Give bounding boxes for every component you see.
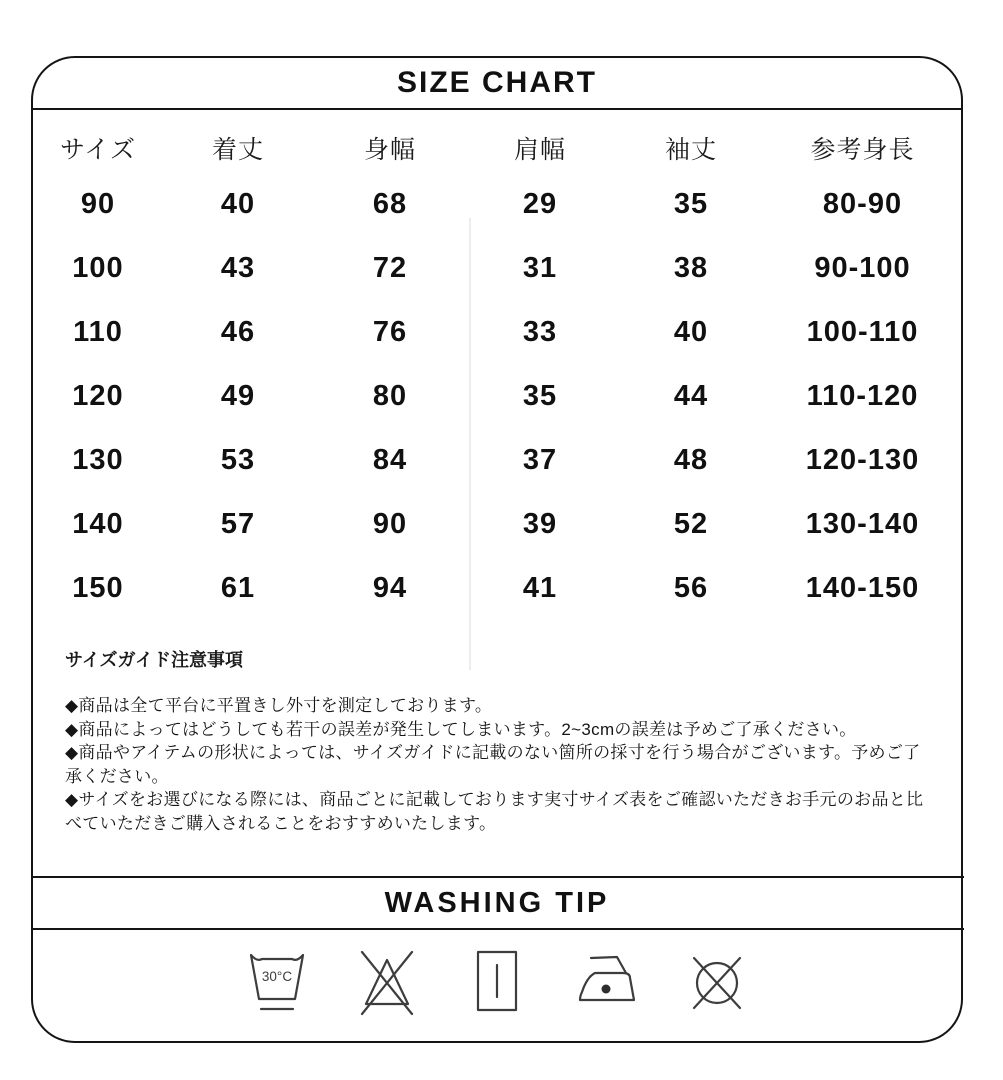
care-icons-row: [33, 944, 961, 1022]
size-chart-title: SIZE CHART: [397, 66, 597, 99]
size-chart-header: [33, 58, 961, 110]
cell-shoulder: 33: [522, 315, 558, 348]
cell-size: 120: [72, 379, 124, 412]
table-column-separator: [469, 218, 471, 670]
cell-shoulder: 31: [522, 251, 558, 284]
cell-sleeve: 40: [673, 315, 709, 348]
cell-shoulder: 37: [522, 443, 558, 476]
cell-length: 46: [220, 315, 256, 348]
iron-low-heat-icon: [575, 944, 639, 1022]
cell-size: 90: [80, 187, 116, 220]
table-row: [33, 492, 961, 556]
cell-shoulder: 41: [522, 571, 558, 604]
cell-shoulder: 35: [522, 379, 558, 412]
washing-tip-title: WASHING TIP: [384, 886, 610, 919]
cell-length: 57: [220, 507, 256, 540]
table-row: [33, 172, 961, 236]
do-not-bleach-icon: [355, 944, 419, 1022]
note-item: ◆商品によってはどうしても若干の誤差が発生してしまいます。2~3cmの誤差は予めご了承ください。: [65, 719, 857, 739]
column-header-size: サイズ: [59, 136, 136, 164]
cell-length: 40: [220, 187, 256, 220]
wash-30c-gentle-icon: [245, 944, 309, 1022]
column-header-body-width: 身幅: [363, 136, 416, 164]
table-row: [33, 556, 961, 620]
cell-width: 68: [372, 187, 408, 220]
wash-temp-label: 30°C: [261, 969, 293, 984]
do-not-dry-clean-icon: [685, 944, 749, 1022]
cell-shoulder: 39: [522, 507, 558, 540]
cell-height: 130-140: [805, 507, 920, 540]
cell-length: 49: [220, 379, 256, 412]
table-row: [33, 364, 961, 428]
cell-size: 100: [72, 251, 124, 284]
cell-width: 84: [372, 443, 408, 476]
table-row: [33, 300, 961, 364]
column-header-shoulder-width: 肩幅: [513, 136, 566, 164]
cell-length: 53: [220, 443, 256, 476]
cell-width: 76: [372, 315, 408, 348]
size-chart-panel: [31, 56, 963, 1043]
table-header-row: [33, 124, 961, 172]
washing-tip-header: [31, 876, 964, 930]
note-item: ◆商品やアイテムの形状によっては、サイズガイドに記載のない箇所の採寸を行う場合がございます。予めご了承ください。: [65, 743, 921, 786]
cell-sleeve: 38: [673, 251, 709, 284]
cell-height: 100-110: [806, 315, 919, 348]
cell-height: 120-130: [805, 443, 920, 476]
table-row: [33, 236, 961, 300]
cell-height: 90-100: [814, 251, 911, 284]
cell-length: 61: [220, 571, 256, 604]
cell-width: 80: [372, 379, 408, 412]
cell-width: 94: [372, 571, 408, 604]
cell-sleeve: 56: [673, 571, 709, 604]
drip-dry-icon: [465, 944, 529, 1022]
column-header-sleeve-length: 袖丈: [664, 136, 717, 164]
cell-height: 140-150: [805, 571, 920, 604]
cell-shoulder: 29: [522, 187, 558, 220]
cell-sleeve: 35: [673, 187, 709, 220]
cell-size: 140: [72, 507, 124, 540]
cell-size: 130: [72, 443, 124, 476]
note-item: ◆商品は全て平台に平置きし外寸を測定しております。: [65, 696, 493, 715]
table-body: [33, 172, 961, 620]
note-item: ◆サイズをお選びになる際には、商品ごとに記載しております実寸サイズ表をご確認いただきお手元のお品と比べていただきご購入されることをおすすめいたします。: [65, 790, 924, 833]
table-row: [33, 428, 961, 492]
size-guide-notes: [65, 646, 929, 835]
notes-title: サイズガイド注意事項: [65, 650, 244, 670]
cell-height: 80-90: [822, 187, 903, 220]
cell-length: 43: [220, 251, 256, 284]
cell-sleeve: 52: [673, 507, 709, 540]
column-header-reference-height: 参考身長: [810, 136, 915, 164]
cell-sleeve: 44: [673, 379, 709, 412]
column-header-body-length: 着丈: [211, 136, 264, 164]
cell-sleeve: 48: [673, 443, 709, 476]
cell-size: 110: [73, 315, 123, 348]
size-table: [33, 110, 961, 620]
cell-height: 110-120: [806, 379, 919, 412]
notes-list: [65, 694, 929, 835]
cell-width: 90: [372, 507, 408, 540]
cell-size: 150: [72, 571, 124, 604]
cell-width: 72: [372, 251, 408, 284]
